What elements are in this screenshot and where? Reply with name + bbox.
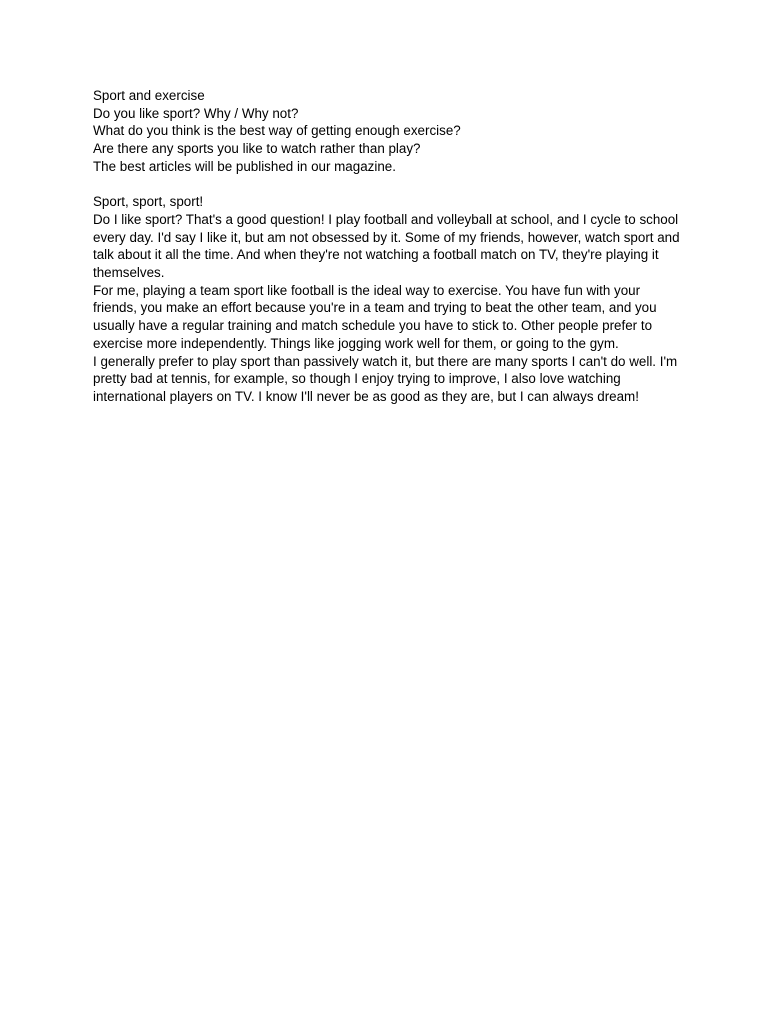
- prompt-question: What do you think is the best way of getting enough exercise?: [93, 123, 461, 139]
- article-paragraph: I generally prefer to play sport than passively watch it, but there are many sports I can't do well. I'm pretty bad at tennis, for example, so though I enjoy trying to improve, I also love watching international players on TV. I know I'll never be as good as they are, but I can always dream!: [93, 353, 678, 404]
- prompt-title: Sport and exercise: [93, 88, 205, 103]
- document-body: [93, 87, 683, 406]
- blank-line: [93, 176, 683, 194]
- prompt-question: Are there any sports you like to watch rather than play?: [93, 141, 421, 157]
- prompt-question: Do you like sport? Why / Why not?: [93, 105, 299, 121]
- prompt-note: The best articles will be published in our magazine.: [93, 158, 396, 174]
- article-title: Sport, sport, sport!: [93, 194, 204, 210]
- article-paragraph: For me, playing a team sport like football is the ideal way to exercise. You have fun with your friends, you make an effort because you're in a team and trying to beat the other team, and you usually have a regular training and match schedule you have to stick to. Other people prefer to exercise more independently. Things like jogging work well for them, or going to the gym.: [93, 282, 657, 351]
- article-paragraph: Do I like sport? That's a good question! I play football and volleyball at school, and I cycle to school every day. I'd say I like it, but am not obsessed by it. Some of my friends, however, watch sport and talk about it all the time. And when they're not watching a football match on TV, they're playing it themselves.: [93, 211, 680, 281]
